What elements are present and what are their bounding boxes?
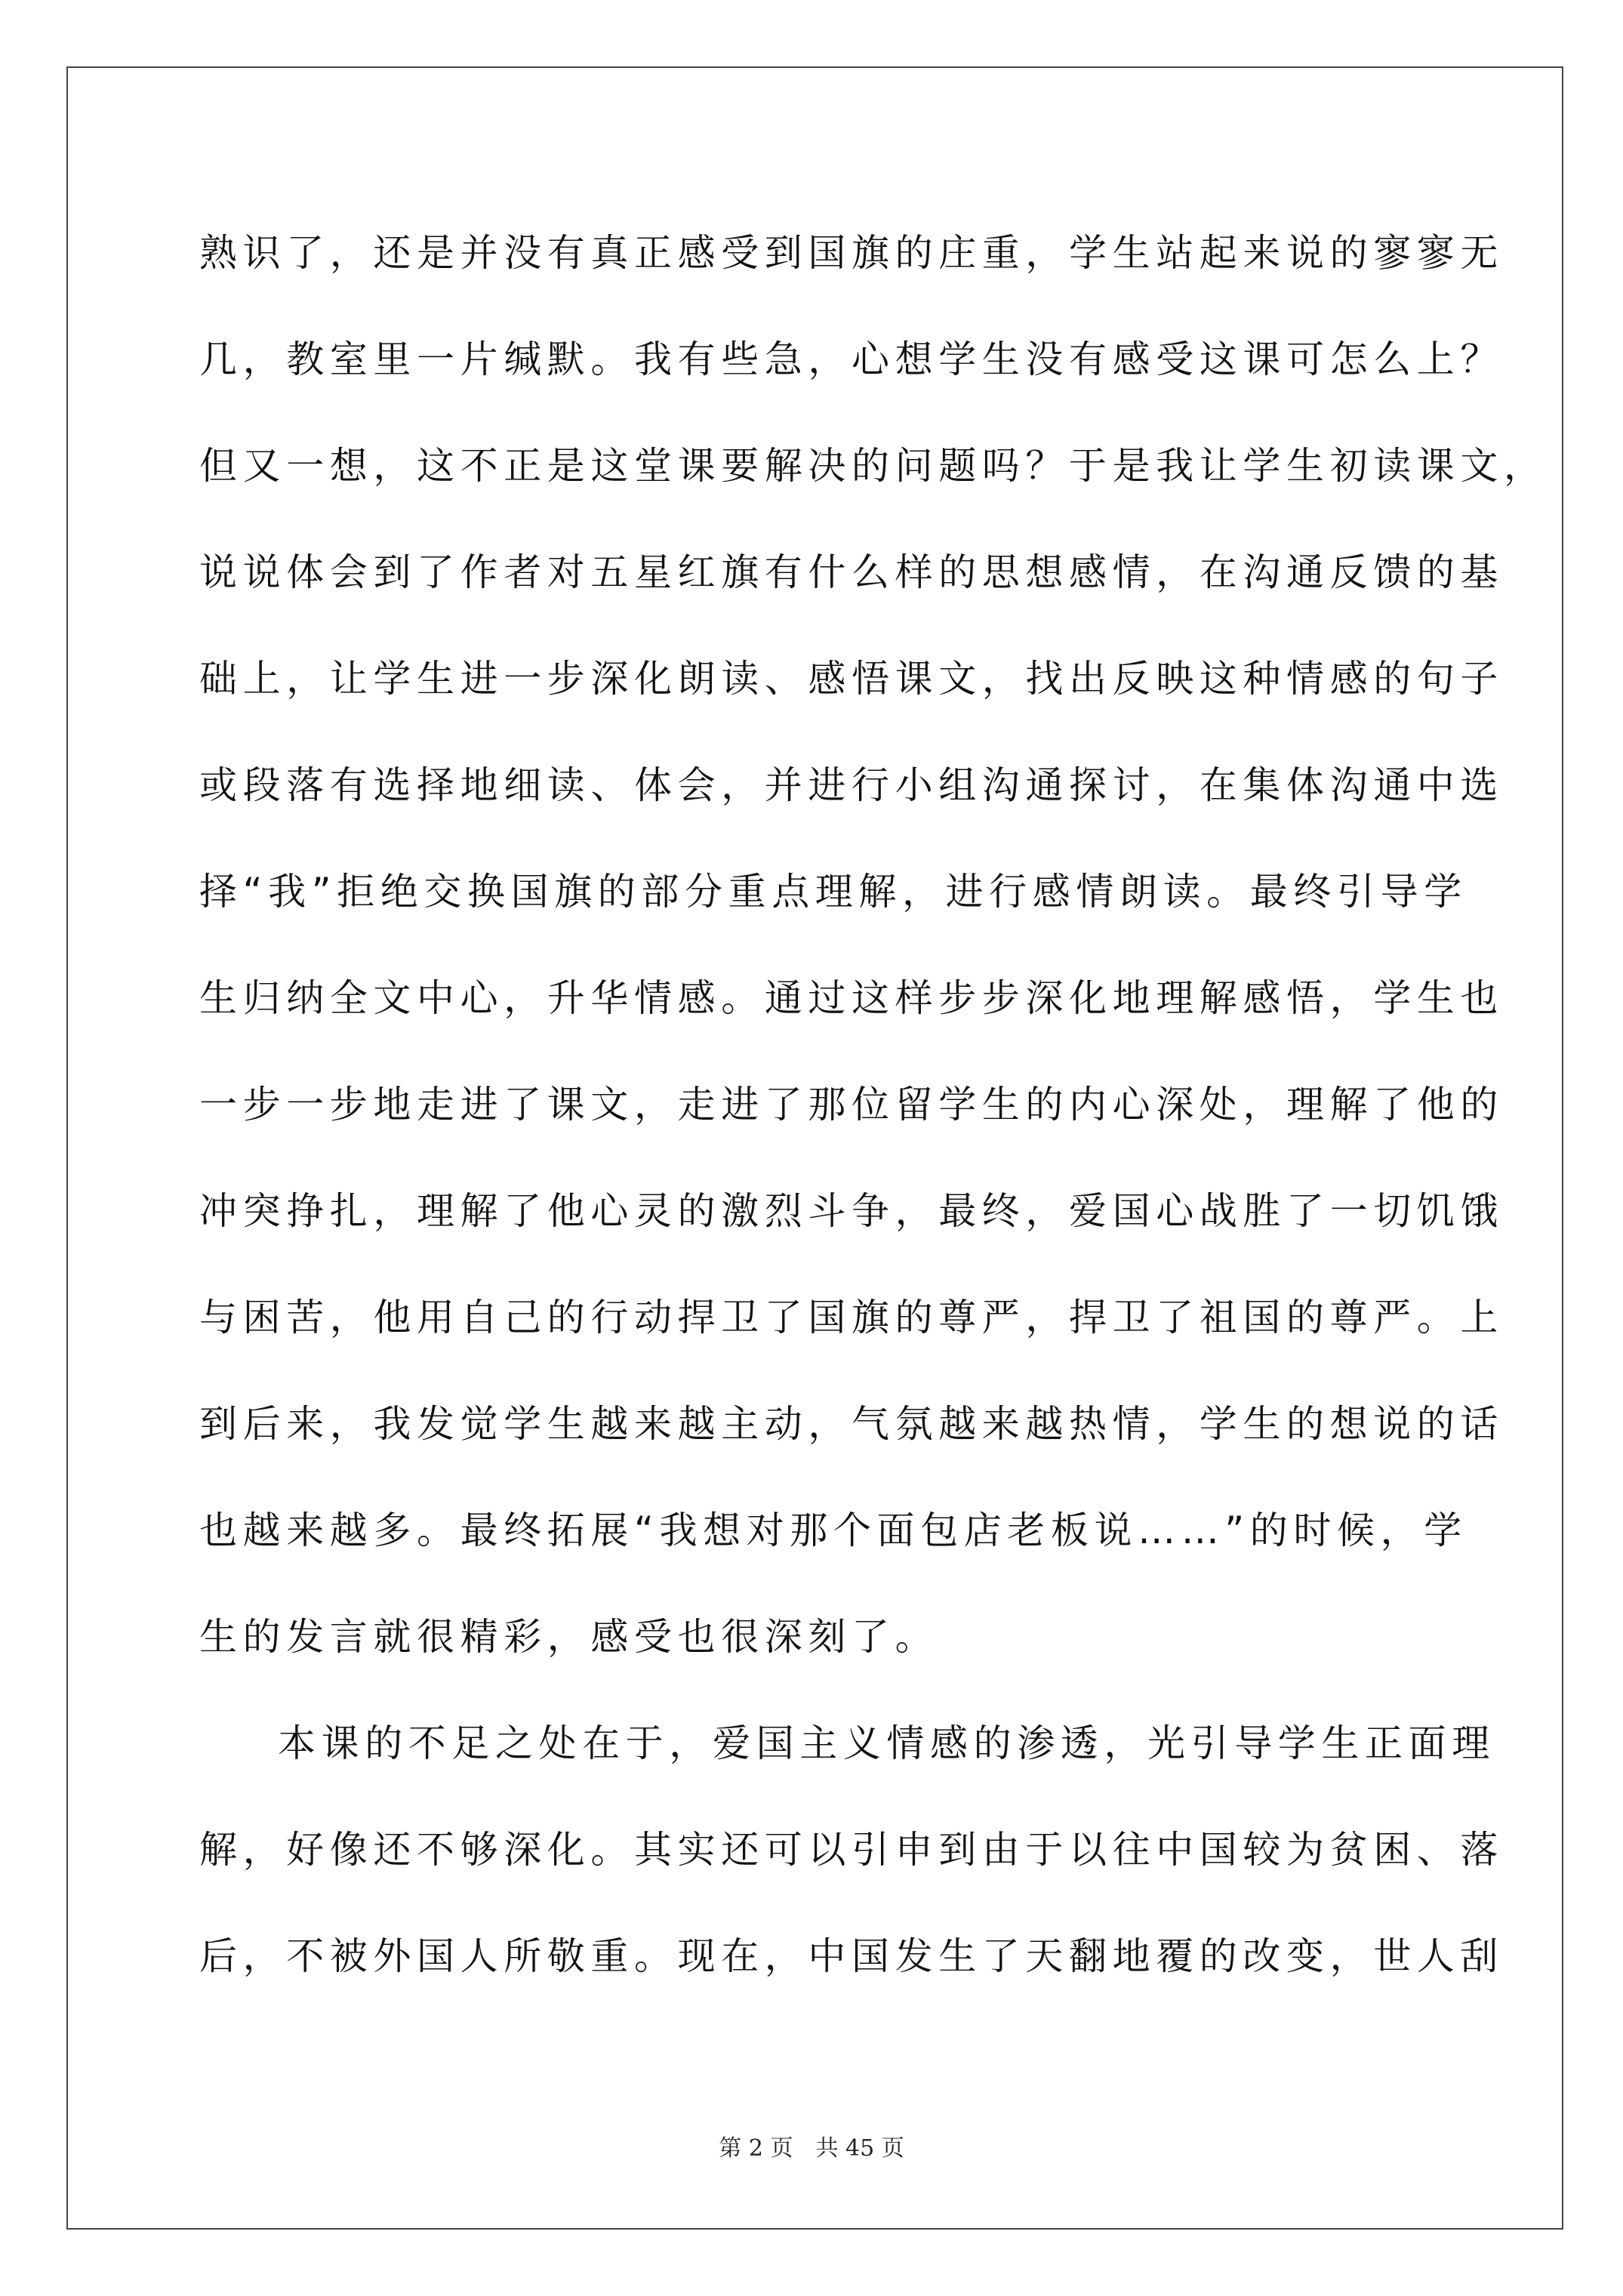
text-line: 冲突挣扎，理解了他心灵的激烈斗争，最终，爱国心战胜了一切饥饿 xyxy=(199,1189,1504,1233)
paragraph-first-line: 本课的不足之处在于，爱国主义情感的渗透，光引导学生正面理 xyxy=(278,1721,1495,1765)
text-line: 或段落有选择地细读、体会，并进行小组沟通探讨，在集体沟通中选 xyxy=(199,763,1504,807)
text-line: 础上，让学生进一步深化朗读、感悟课文，找出反映这种情感的句子 xyxy=(199,657,1504,701)
text-line: 生归纳全文中心，升华情感。通过这样步步深化地理解感悟，学生也 xyxy=(199,976,1504,1020)
page-number: 第 2 页 共 45 页 xyxy=(719,2135,904,2162)
text-line: 说说体会到了作者对五星红旗有什么样的思想感情，在沟通反馈的基 xyxy=(199,550,1504,594)
text-line: 几，教室里一片缄默。我有些急，心想学生没有感受这课可怎么上？ xyxy=(199,337,1504,381)
text-line: 后，不被外国人所敬重。现在，中国发生了天翻地覆的改变，世人刮 xyxy=(199,1934,1504,1978)
text-line: 一步一步地走进了课文，走进了那位留学生的内心深处，理解了他的 xyxy=(199,1083,1504,1126)
text-line: 生的发言就很精彩，感受也很深刻了。 xyxy=(199,1615,939,1659)
text-line: 择“我”拒绝交换国旗的部分重点理解，进行感情朗读。最终引导学 xyxy=(199,870,1467,914)
page-border xyxy=(66,66,1563,2230)
text-line: 但又一想，这不正是这堂课要解决的问题吗？于是我让学生初读课文， xyxy=(199,444,1548,488)
text-line: 到后来，我发觉学生越来越主动，气氛越来越热情，学生的想说的话 xyxy=(199,1402,1504,1446)
text-line: 也越来越多。最终拓展“我想对那个面包店老板说……”的时候，学 xyxy=(199,1509,1467,1552)
text-line: 与困苦，他用自己的行动捍卫了国旗的尊严，捍卫了祖国的尊严。上 xyxy=(199,1296,1504,1339)
text-line: 解，好像还不够深化。其实还可以引申到由于以往中国较为贫困、落 xyxy=(199,1828,1504,1872)
text-line: 熟识了，还是并没有真正感受到国旗的庄重，学生站起来说的寥寥无 xyxy=(199,231,1504,275)
